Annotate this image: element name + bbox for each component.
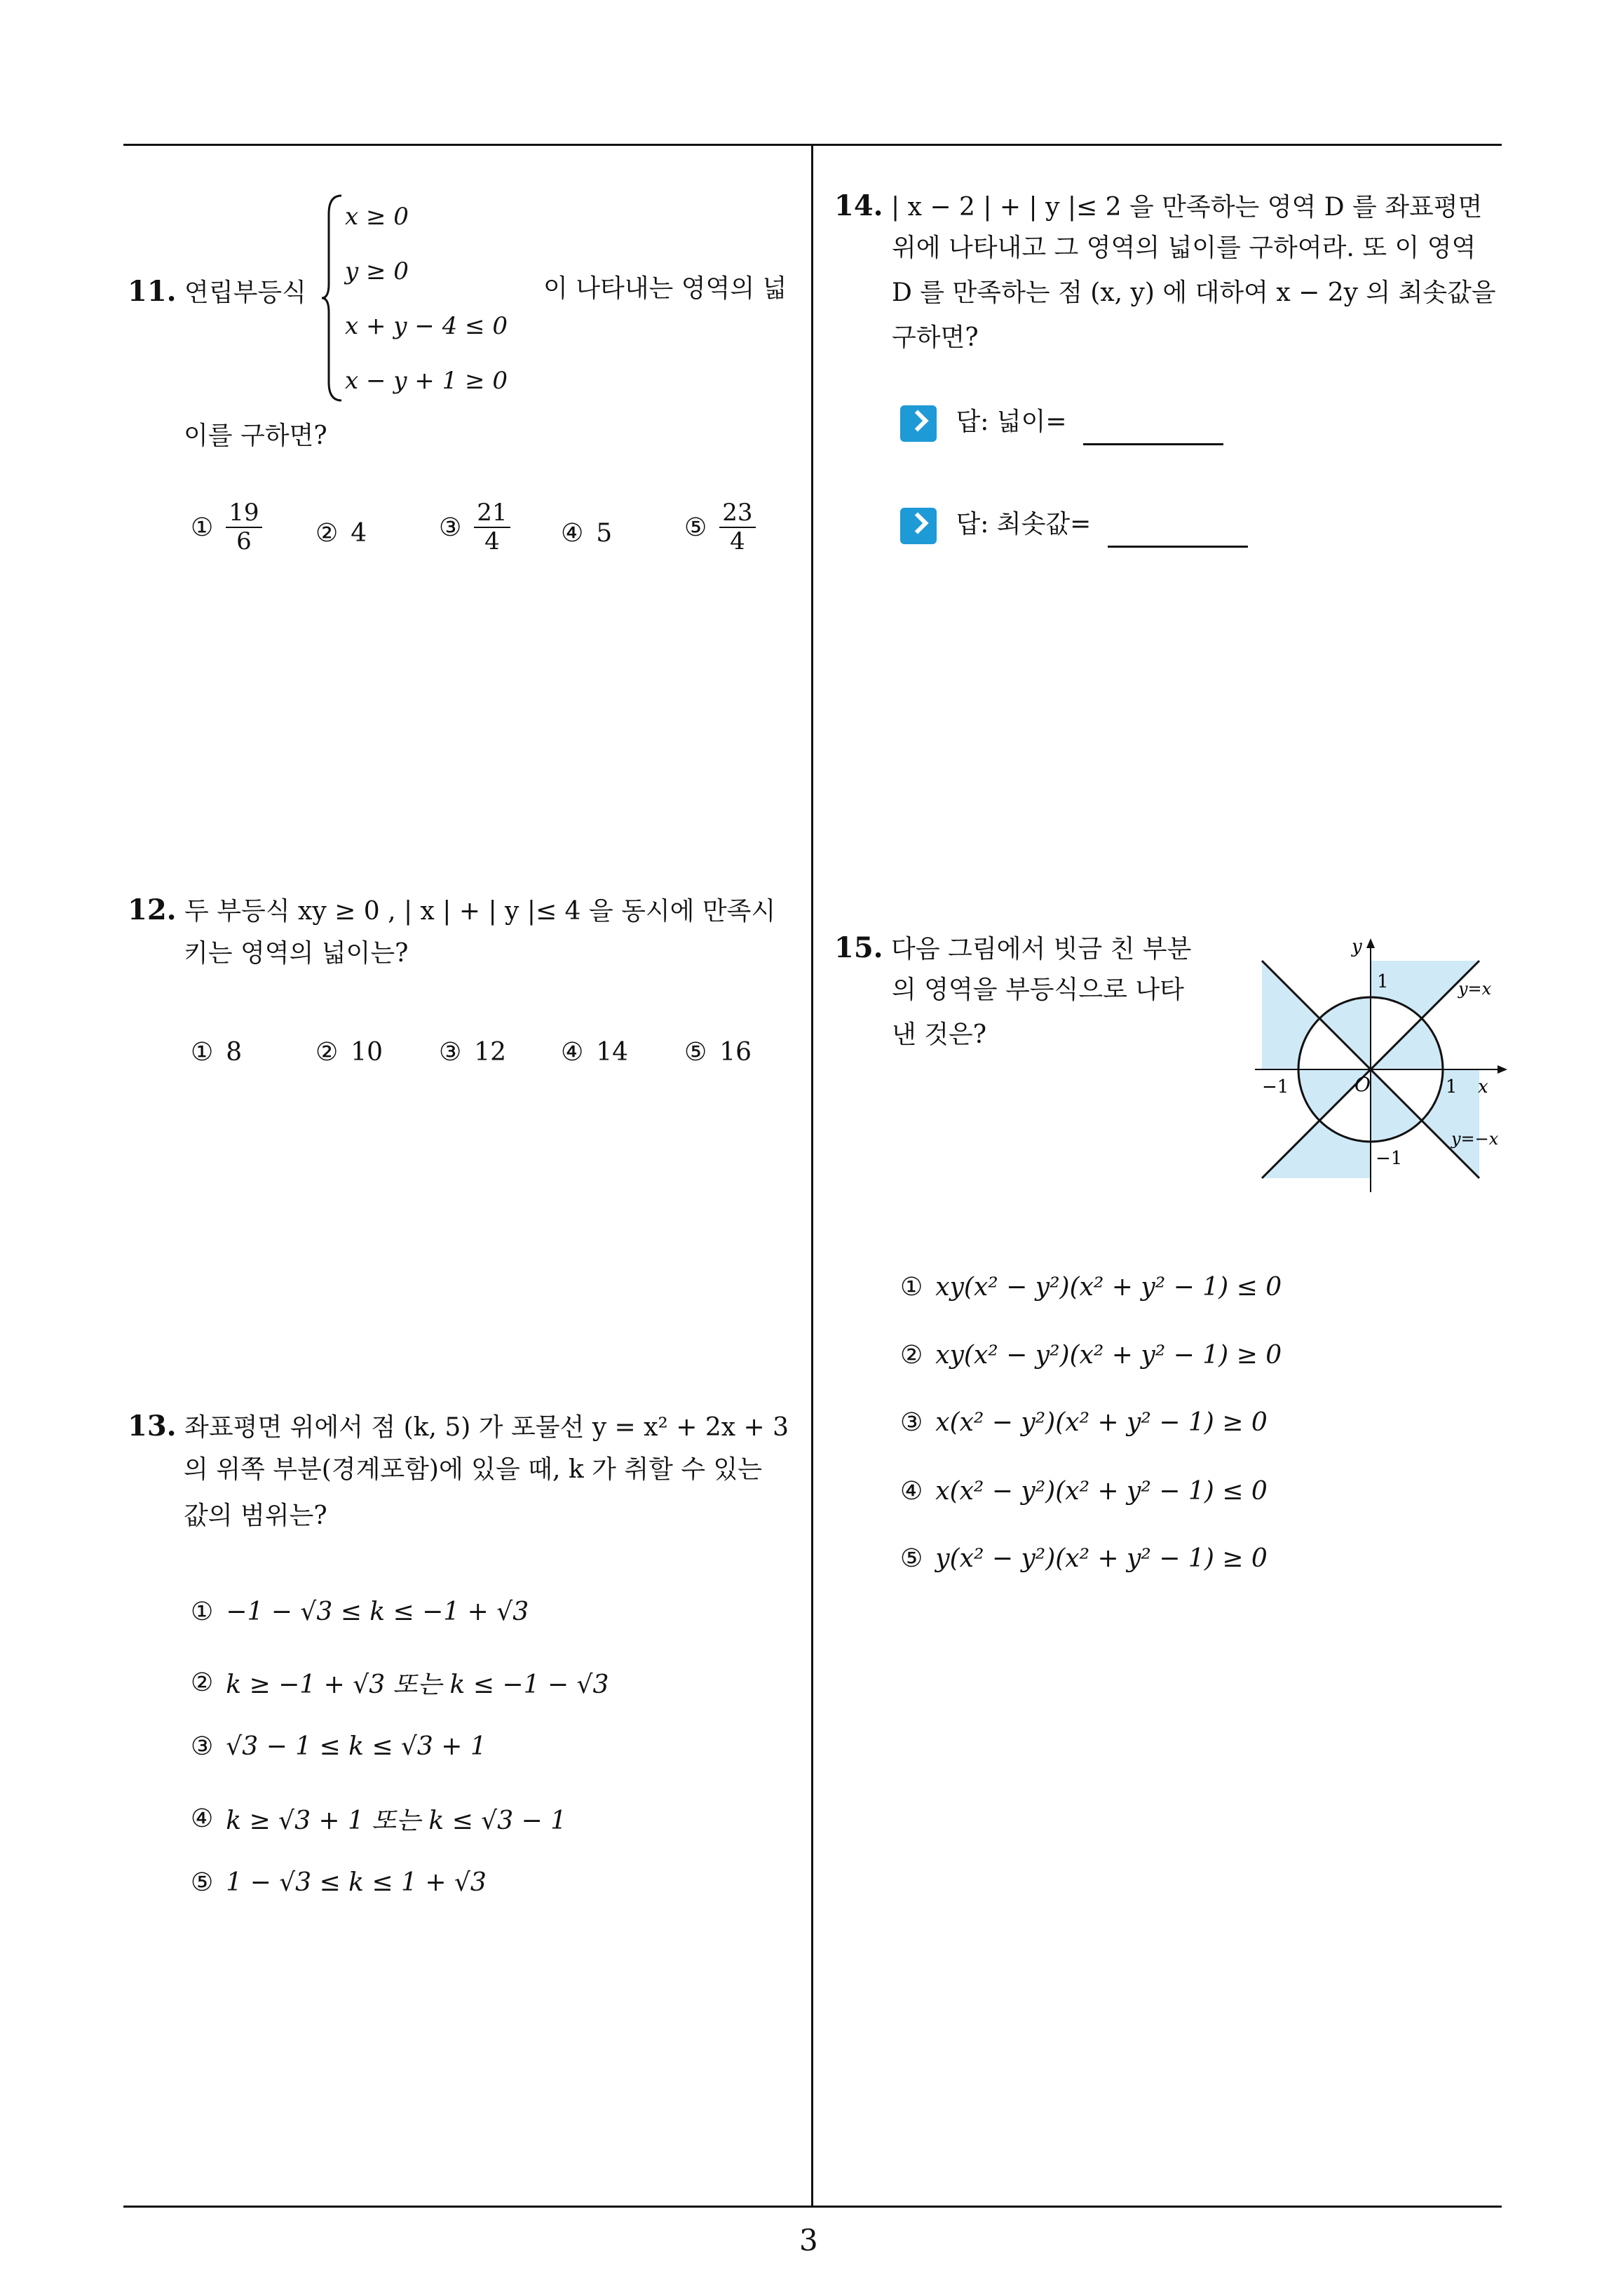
q13-line3: 값의 범위는? xyxy=(184,1501,327,1530)
fraction: $\frac{23}{4}$ xyxy=(719,499,755,555)
choice-text: 14 xyxy=(596,1038,629,1067)
choice-text: k ≥ √3 + 1 또는 k ≤ √3 − 1 xyxy=(226,1807,567,1835)
choice-mark: ② xyxy=(315,1038,339,1067)
choice-mark: ② xyxy=(900,1341,923,1370)
x-axis-arrow xyxy=(1498,1065,1507,1074)
choice-mark: ③ xyxy=(439,513,462,542)
column-divider xyxy=(811,144,813,2206)
q12-number: 12. xyxy=(128,893,177,926)
q11-condition-3: x + y − 4 ≤ 0 xyxy=(345,312,508,340)
q11-choice-4[interactable] xyxy=(561,519,612,548)
choice-mark: ③ xyxy=(900,1408,923,1437)
q11-choice-5[interactable] xyxy=(684,499,756,555)
q14-line3: D 를 만족하는 점 (x, y) 에 대하여 x − 2y 의 최솟값을 xyxy=(892,278,1496,307)
choice-text: 1 − √3 ≤ k ≤ 1 + √3 xyxy=(226,1868,487,1897)
q11-number: 11. xyxy=(128,275,177,308)
choice-mark: ② xyxy=(315,519,339,548)
q13-choice-4[interactable] xyxy=(191,1801,566,1837)
q14-answer-min xyxy=(900,502,1248,548)
choice-mark: ① xyxy=(191,513,214,542)
choice-mark: ③ xyxy=(191,1732,214,1761)
q13-choice-1[interactable] xyxy=(191,1598,529,1626)
q11-suffix1: 이 나타내는 영역의 넓 xyxy=(543,274,787,303)
q12-line1 xyxy=(128,885,775,936)
q11-prefix: 연립부등식 xyxy=(184,278,306,307)
fraction: $\frac{21}{4}$ xyxy=(474,499,510,555)
tick-neg-y: −1 xyxy=(1376,1148,1403,1169)
x-axis-label: x xyxy=(1478,1076,1488,1098)
q13-choice-3[interactable] xyxy=(191,1732,487,1761)
q15-line2: 의 영역을 부등식으로 나타 xyxy=(892,975,1184,1004)
q13-line2: 의 위쪽 부분(경계포함)에 있을 때, k 가 취할 수 있는 xyxy=(184,1455,763,1484)
q11-brace xyxy=(319,193,347,403)
tick-pos-y: 1 xyxy=(1377,971,1389,992)
q11-condition-4: x − y + 1 ≥ 0 xyxy=(345,367,508,395)
choice-mark: ⑤ xyxy=(900,1544,923,1573)
choice-mark: ⑤ xyxy=(684,513,707,542)
q14-answer-area xyxy=(900,400,1223,445)
q11-choice-1[interactable] xyxy=(191,499,262,555)
q11-conditions xyxy=(345,189,508,408)
q12-choice-1[interactable] xyxy=(191,1038,242,1067)
q15-line3: 낸 것은? xyxy=(892,1020,987,1049)
tick-pos-x: 1 xyxy=(1446,1076,1458,1098)
label-y-equals-x: y=x xyxy=(1458,979,1492,999)
answer-label-min: 답: 최솟값= xyxy=(956,510,1092,539)
choice-mark: ④ xyxy=(561,1038,584,1067)
q11-condition-2: y ≥ 0 xyxy=(345,257,409,285)
choice-text: y(x² − y²)(x² + y² − 1) ≥ 0 xyxy=(935,1544,1268,1573)
tick-neg-x: −1 xyxy=(1262,1076,1289,1098)
bottom-rule xyxy=(123,2206,1502,2208)
choice-text: x(x² − y²)(x² + y² − 1) ≤ 0 xyxy=(935,1477,1268,1506)
q12-line2: 키는 영역의 넓이는? xyxy=(184,939,409,968)
choice-text: 10 xyxy=(351,1038,383,1067)
choice-text: 5 xyxy=(596,519,613,548)
q12-choice-4[interactable] xyxy=(561,1038,628,1067)
q13-choice-5[interactable] xyxy=(191,1868,487,1897)
y-axis-label: y xyxy=(1352,936,1362,957)
page-number: 3 xyxy=(799,2223,818,2257)
origin-label: O xyxy=(1354,1073,1371,1096)
q15-number: 15. xyxy=(834,931,883,964)
q15-choice-3[interactable] xyxy=(900,1408,1268,1437)
q11-block xyxy=(128,266,306,317)
choice-mark: ① xyxy=(900,1273,923,1302)
choice-mark: ③ xyxy=(439,1038,462,1067)
q14-line1 xyxy=(834,181,1482,231)
choice-text: x(x² − y²)(x² + y² − 1) ≥ 0 xyxy=(935,1408,1268,1437)
q15-choice-4[interactable] xyxy=(900,1477,1268,1506)
answer-arrow-icon xyxy=(900,405,937,442)
choice-text: 12 xyxy=(474,1038,507,1067)
q13-choice-2[interactable] xyxy=(191,1665,609,1701)
q15-line1 xyxy=(834,923,1191,973)
choice-mark: ④ xyxy=(561,519,584,548)
q12-choice-3[interactable] xyxy=(439,1038,506,1067)
q15-text: 다음 그림에서 빗금 친 부분 xyxy=(891,935,1192,964)
q11-choice-2[interactable] xyxy=(315,519,367,548)
q14-number: 14. xyxy=(834,189,883,222)
choice-text: √3 − 1 ≤ k ≤ √3 + 1 xyxy=(226,1732,487,1761)
q15-choice-2[interactable] xyxy=(900,1341,1282,1370)
q15-choice-1[interactable] xyxy=(900,1273,1282,1302)
choice-text: 8 xyxy=(226,1038,243,1067)
q15-choice-5[interactable] xyxy=(900,1544,1268,1573)
q13-number: 13. xyxy=(128,1410,177,1443)
choice-text: k ≥ −1 + √3 또는 k ≤ −1 − √3 xyxy=(226,1670,609,1699)
answer-label-area: 답: 넓이= xyxy=(956,407,1067,436)
choice-text: xy(x² − y²)(x² + y² − 1) ≥ 0 xyxy=(935,1341,1282,1370)
fraction: $\frac{19}{6}$ xyxy=(226,499,262,555)
answer-blank-area[interactable] xyxy=(1083,443,1223,445)
choice-mark: ① xyxy=(191,1038,214,1067)
q12-choice-2[interactable] xyxy=(315,1038,383,1067)
y-axis-arrow xyxy=(1366,938,1375,948)
choice-mark: ② xyxy=(191,1668,214,1697)
choice-mark: ④ xyxy=(900,1477,923,1506)
q15-figure xyxy=(1255,933,1514,1192)
choice-mark: ① xyxy=(191,1598,214,1626)
q14-line2: 위에 나타내고 그 영역의 넓이를 구하여라. 또 이 영역 xyxy=(892,234,1476,262)
choice-mark: ④ xyxy=(191,1804,214,1833)
choice-mark: ⑤ xyxy=(191,1868,214,1897)
q11-suffix2: 이를 구하면? xyxy=(184,421,327,450)
choice-mark: ⑤ xyxy=(684,1038,707,1067)
choice-text: 16 xyxy=(719,1038,752,1067)
q13-text: 좌표평면 위에서 점 (k, 5) 가 포물선 y = x² + 2x + 3 xyxy=(184,1413,789,1442)
choice-text: 4 xyxy=(351,519,367,548)
q12-text: 두 부등식 xy ≥ 0 , | x | + | y |≤ 4 을 동시에 만족시 xyxy=(184,897,776,926)
answer-blank-min[interactable] xyxy=(1108,546,1248,548)
q13-line1 xyxy=(128,1401,789,1452)
answer-arrow-icon xyxy=(900,508,937,544)
label-y-equals-neg-x: y=−x xyxy=(1451,1129,1499,1149)
choice-text: −1 − √3 ≤ k ≤ −1 + √3 xyxy=(226,1598,529,1626)
q11-choice-3[interactable] xyxy=(439,499,510,555)
q14-line4: 구하면? xyxy=(892,323,979,352)
q14-text: | x − 2 | + | y |≤ 2 을 만족하는 영역 D 를 좌표평면 xyxy=(891,193,1483,222)
q12-choice-5[interactable] xyxy=(684,1038,752,1067)
q11-condition-1: x ≥ 0 xyxy=(345,203,409,231)
choice-text: xy(x² − y²)(x² + y² − 1) ≤ 0 xyxy=(935,1273,1282,1302)
